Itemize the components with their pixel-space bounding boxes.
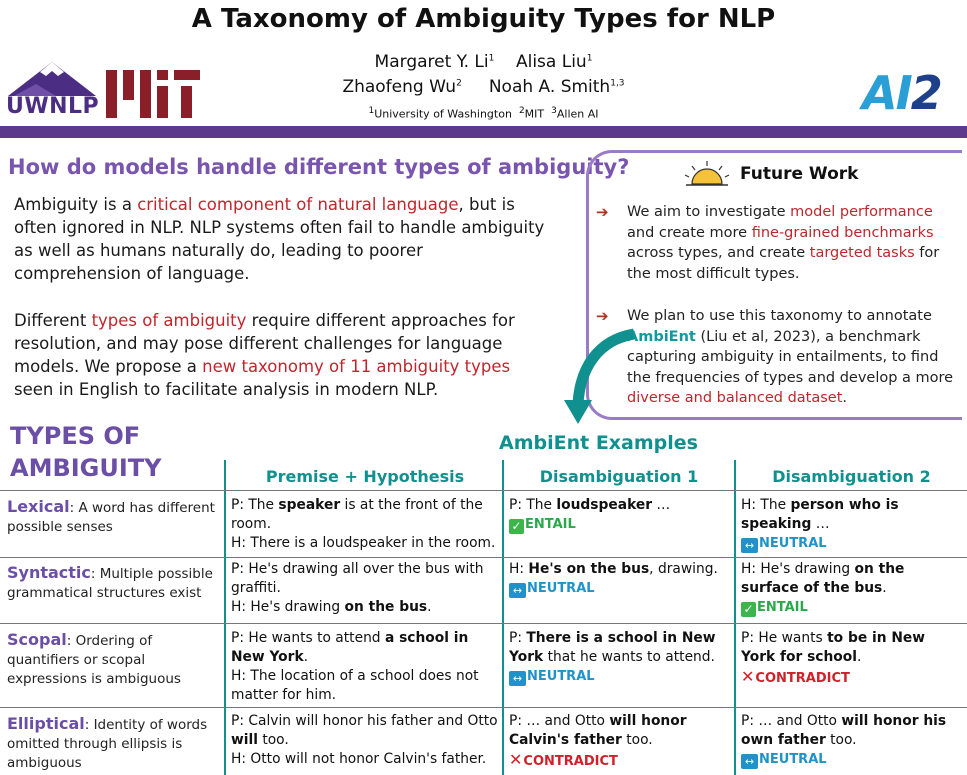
- text-run: We plan to use this taxonomy to annotate: [627, 308, 932, 324]
- cell-line: [231, 534, 499, 553]
- text-run: P: The: [231, 497, 279, 513]
- label-text: NEUTRAL: [527, 581, 595, 596]
- cell-line: [509, 579, 731, 598]
- cell-line: [741, 750, 963, 769]
- text-run: H: The: [741, 497, 791, 513]
- label-neu: [509, 580, 595, 596]
- text-run: .: [856, 649, 862, 665]
- text-run: H: He's drawing: [741, 561, 855, 577]
- text-run: , drawing.: [649, 561, 718, 577]
- cell-line: [741, 598, 963, 617]
- text-run: on the bus: [344, 599, 428, 615]
- types-heading-line: AMBIGUITY: [10, 454, 162, 482]
- section-heading: How do models handle different types of ambiguity?: [8, 155, 630, 179]
- authors-line-1: [0, 52, 967, 72]
- future-work-item-1: [627, 202, 957, 284]
- cell-disambiguation-1: [509, 496, 731, 534]
- uwnlp-mountain-logo: [6, 58, 98, 98]
- arrow-bullet-icon: ➔: [596, 203, 609, 221]
- text-run: Different: [14, 311, 92, 330]
- label-con: [509, 750, 618, 769]
- cross-icon: ✕: [741, 667, 755, 686]
- text-run: .: [842, 390, 847, 406]
- text-run: P: … and Otto: [509, 713, 610, 729]
- text-run: across types, and create: [627, 245, 810, 261]
- cell-disambiguation-2: [741, 496, 963, 553]
- cross-icon: ✕: [509, 750, 523, 769]
- type-description: : Ordering of quantifiers or scopal expressions is ambiguous: [7, 633, 181, 687]
- text-run: on the surface of the bus: [741, 561, 905, 596]
- cell-disambiguation-1: [509, 629, 731, 686]
- cell-line: [741, 667, 963, 688]
- cell-disambiguation-1: [509, 560, 731, 598]
- cell-line: [231, 598, 499, 617]
- type-name: Lexical: [7, 497, 70, 516]
- cell-premise-hypothesis: [231, 496, 499, 553]
- text-run: critical component of natural language: [137, 195, 459, 214]
- label-text: NEUTRAL: [527, 669, 595, 684]
- row-divider: [0, 623, 967, 624]
- column-divider: [224, 460, 226, 775]
- cell-line: [509, 629, 731, 667]
- cell-disambiguation-2: [741, 560, 963, 617]
- type-elliptical: [7, 714, 222, 773]
- column-divider: [502, 460, 504, 775]
- left-right-arrow-icon: ↔: [509, 583, 526, 598]
- cell-line: [509, 712, 731, 750]
- text-run: There is a school in New York: [509, 630, 716, 665]
- cell-disambiguation-1: [509, 712, 731, 771]
- author-sup: 2: [456, 78, 462, 89]
- row-divider: [0, 707, 967, 708]
- poster-title: A Taxonomy of Ambiguity Types for NLP: [191, 4, 776, 34]
- label-text: NEUTRAL: [759, 536, 827, 551]
- affil-sup: 3: [551, 106, 557, 116]
- author-name: Noah A. Smith: [488, 77, 611, 97]
- type-syntactic: [7, 563, 222, 603]
- label-neu: [741, 535, 827, 551]
- text-run: person who is speaking: [741, 497, 899, 532]
- cell-line: [509, 496, 731, 515]
- text-run: new taxonomy of 11 ambiguity types: [202, 357, 511, 376]
- author-sup: 1: [586, 53, 593, 64]
- type-scopal: [7, 630, 222, 689]
- text-run: P: He wants: [741, 630, 828, 646]
- type-description: : Multiple possible grammatical structures exist: [7, 566, 213, 601]
- text-run: too.: [825, 732, 857, 748]
- ai2-logo: AI2: [862, 66, 941, 120]
- left-right-arrow-icon: ↔: [509, 671, 526, 686]
- type-name: Syntactic: [7, 563, 91, 582]
- cell-line: [741, 560, 963, 598]
- cell-line: [509, 515, 731, 534]
- label-neu: [509, 668, 595, 684]
- label-text: ENTAIL: [525, 517, 576, 532]
- column-header-premise: Premise + Hypothesis: [265, 467, 465, 486]
- text-run: (Liu et al, 2023), a benchmark capturing ambiguity in entailments, to find the frequencies of types and develop a more: [627, 328, 954, 386]
- text-run: and create more: [627, 224, 752, 241]
- check-icon: ✓: [509, 519, 524, 534]
- cell-line: [231, 560, 499, 598]
- affil-name: Allen AI: [556, 107, 599, 121]
- cell-line: [231, 750, 499, 769]
- cell-premise-hypothesis: [231, 629, 499, 705]
- cell-disambiguation-2: [741, 712, 963, 769]
- intro-paragraph-2: [14, 309, 554, 401]
- cell-premise-hypothesis: [231, 712, 499, 769]
- arrow-bullet-icon: ➔: [596, 307, 609, 325]
- text-run: will honor his own father: [741, 713, 947, 748]
- text-run: that he wants to attend.: [543, 649, 715, 665]
- column-header-disambiguation-2: Disambiguation 2: [772, 467, 931, 486]
- label-text: CONTRADICT: [755, 671, 850, 686]
- text-run: types of ambiguity: [91, 311, 247, 330]
- future-work-title: Future Work: [740, 164, 859, 184]
- text-run: too.: [621, 732, 653, 748]
- cell-line: [231, 629, 499, 667]
- cell-disambiguation-2: [741, 629, 963, 688]
- cell-line: [231, 712, 499, 750]
- text-run: targeted tasks: [809, 245, 915, 261]
- header-band: [0, 126, 967, 138]
- cell-line: [741, 712, 963, 750]
- cell-line: [509, 750, 731, 771]
- text-run: a school in New York: [231, 630, 469, 665]
- text-run: H:: [509, 561, 529, 577]
- text-run: …: [811, 516, 830, 532]
- cell-premise-hypothesis: [231, 560, 499, 617]
- ambient-heading: AmbiEnt Examples: [499, 432, 698, 454]
- text-run: Ambiguity is a: [14, 195, 138, 214]
- text-run: …: [652, 497, 671, 513]
- text-run: .: [303, 649, 309, 665]
- text-run: .: [882, 580, 887, 596]
- author-name: Alisa Liu: [515, 52, 587, 72]
- text-run: too.: [257, 732, 289, 748]
- label-ent: [509, 516, 576, 532]
- text-run: We aim to investigate: [627, 204, 791, 220]
- label-ent: [741, 599, 808, 615]
- text-run: H: Otto will not honor Calvin's father.: [231, 751, 487, 767]
- row-divider: [0, 490, 967, 491]
- label-text: CONTRADICT: [523, 754, 618, 769]
- text-run: P: The: [509, 497, 557, 513]
- types-heading-line: TYPES OF: [10, 422, 141, 450]
- affil-sup: 2: [518, 106, 525, 116]
- text-run: AmbiEnt: [627, 328, 696, 345]
- label-text: NEUTRAL: [759, 752, 827, 767]
- text-run: seen in English to facilitate analysis in modern NLP.: [14, 380, 439, 399]
- text-run: is at the front of the room.: [231, 497, 483, 532]
- text-run: P: Calvin will honor his father and Otto: [231, 713, 498, 729]
- text-run: require different approaches for resolution, and may pose different challenges for language models. We propose a: [14, 311, 515, 376]
- text-run: to be in New York for school: [741, 630, 925, 665]
- type-lexical: [7, 497, 222, 537]
- type-description: : Identity of words omitted through ellipsis is ambiguous: [7, 717, 208, 771]
- text-run: will honor Calvin's father: [509, 713, 687, 748]
- author-sup: 1,3: [610, 78, 625, 89]
- text-run: P:: [509, 630, 527, 646]
- type-description: : A word has different possible senses: [7, 500, 215, 535]
- cell-line: [741, 629, 963, 667]
- cell-line: [741, 534, 963, 553]
- types-heading: [10, 420, 162, 484]
- text-run: P: He's drawing all over the bus with graffiti.: [231, 561, 484, 596]
- text-run: P: … and Otto: [741, 713, 842, 729]
- text-run: .: [427, 599, 432, 615]
- uwnlp-logo-text: UWNLP: [6, 94, 100, 119]
- label-neu: [741, 751, 827, 767]
- author-sup: 1: [488, 53, 495, 64]
- text-run: diverse and balanced dataset: [627, 390, 843, 406]
- text-run: He's on the bus: [528, 561, 650, 577]
- cell-line: [741, 496, 963, 534]
- affil-name: University of Washington: [374, 107, 512, 121]
- cell-line: [231, 496, 499, 534]
- curved-arrow-icon: [560, 328, 640, 428]
- text-run: fine-grained benchmarks: [751, 224, 934, 241]
- sunrise-icon: [684, 160, 730, 188]
- text-run: , but is often ignored in NLP. NLP systems often fail to handle ambiguity as well as humans naturally do, leading to poorer comprehension of language.: [14, 195, 545, 283]
- text-run: H: There is a loudspeaker in the room.: [231, 535, 496, 551]
- author-name: Zhaofeng Wu: [342, 77, 457, 97]
- cell-line: [509, 560, 731, 579]
- text-run: H: He's drawing: [231, 599, 345, 615]
- type-name: Elliptical: [7, 714, 85, 733]
- author-name: Margaret Y. Li: [374, 52, 489, 72]
- intro-paragraph-1: [14, 193, 554, 285]
- cell-line: [509, 667, 731, 686]
- column-header-disambiguation-1: Disambiguation 1: [539, 467, 699, 486]
- label-con: [741, 667, 850, 686]
- left-right-arrow-icon: ↔: [741, 538, 758, 553]
- affil-name: MIT: [524, 107, 545, 121]
- text-run: speaker: [278, 497, 341, 513]
- left-right-arrow-icon: ↔: [741, 754, 758, 769]
- text-run: loudspeaker: [556, 497, 653, 513]
- text-run: for the most difficult types.: [627, 245, 940, 282]
- future-work-item-2: [627, 306, 957, 409]
- text-run: model performance: [790, 204, 933, 220]
- mit-logo: [106, 70, 200, 118]
- text-run: H: The location of a school does not matter for him.: [231, 668, 479, 703]
- row-divider: [0, 557, 967, 558]
- text-run: P: He wants to attend: [231, 630, 385, 646]
- cell-line: [231, 667, 499, 705]
- column-divider: [734, 460, 736, 775]
- label-text: ENTAIL: [757, 600, 808, 615]
- check-icon: ✓: [741, 602, 756, 617]
- type-name: Scopal: [7, 630, 67, 649]
- text-run: will: [231, 732, 258, 748]
- affil-sup: 1: [368, 106, 375, 116]
